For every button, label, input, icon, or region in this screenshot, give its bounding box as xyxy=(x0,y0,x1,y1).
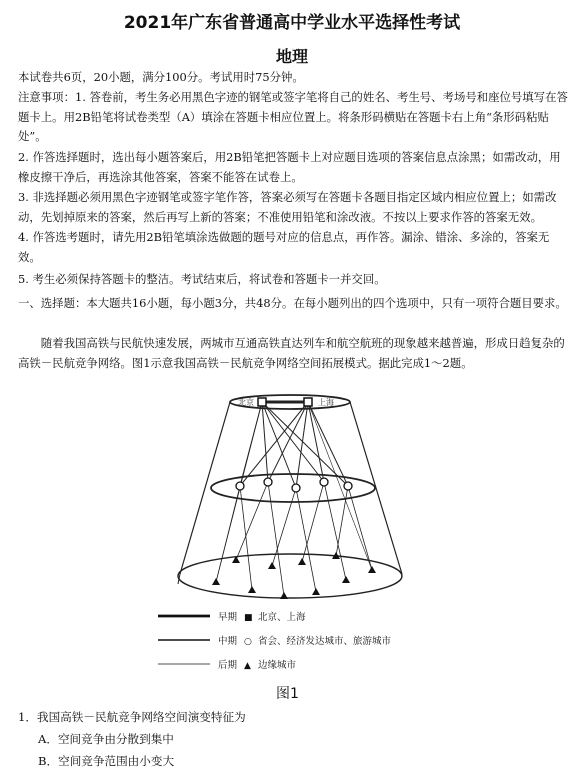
legend-early-desc: 北京、上海 xyxy=(258,612,306,623)
label-shanghai: 上海 xyxy=(318,398,334,407)
node-shanghai xyxy=(304,398,312,406)
legend-late-desc: 边缘城市 xyxy=(258,660,297,671)
node-edge xyxy=(298,558,306,565)
legend-early-symbol: ■ xyxy=(244,613,253,623)
note-4: 4. 作答选考题时，请先用2B铅笔填涂选做题的题号对应的信息点，再作答。漏涂、错涂、多涂的，答案无效。 xyxy=(18,230,550,264)
note-5: 5. 考生必须保持答题卡的整洁。考试结束后，将试卷和答题卡一并交回。 xyxy=(18,272,386,286)
node-beijing xyxy=(258,398,266,406)
question-1-stem: 1．我国高铁－民航竞争网络空间演变特征为 xyxy=(18,710,246,724)
node-edge xyxy=(248,586,256,593)
legend-late-period: 后期 xyxy=(218,660,238,671)
subject-title: 地理 xyxy=(275,47,308,66)
legend xyxy=(158,611,392,671)
legend-mid-desc: 省会、经济发达城市、旅游城市 xyxy=(258,636,392,647)
node-edge xyxy=(368,566,376,573)
note-3: 3. 非选择题必须用黑色字迹钢笔或签字笔作答，答案必须写在答题卡各题目指定区域内相应位置上；如需改动，先划掉原来的答案，然后再写上新的答案；不准使用铅笔和涂改液。不按以上要求作答的答案无效。 xyxy=(18,190,557,224)
passage: 随着我国高铁与民航快速发展，两城市互通高铁直达列车和航空航班的现象越来越普遍，形成日趋复杂的高铁－民航竞争网络。图1示意我国高铁－民航竞争网络空间拓展模式。据此完成1～2题。 xyxy=(18,336,565,370)
node-mid xyxy=(292,484,300,492)
figure-network-diagram xyxy=(140,384,440,706)
node-edge xyxy=(212,578,220,585)
figure-caption: 图1 xyxy=(276,686,299,702)
label-beijing: 北京 xyxy=(238,398,254,407)
exam-title: 2021年广东省普通高中学业水平选择性考试 xyxy=(123,13,461,33)
question-1-option-a: A．空间竞争由分散到集中 xyxy=(38,732,174,746)
node-mid xyxy=(264,478,272,486)
legend-early-period: 早期 xyxy=(218,612,238,623)
legend-mid-symbol: ○ xyxy=(244,637,252,647)
intro-line: 本试卷共6页，20小题，满分100分。考试用时75分钟。 xyxy=(18,70,304,84)
node-mid xyxy=(320,478,328,486)
section-heading: 一、选择题：本大题共16小题，每小题3分，共48分。在每小题列出的四个选项中，只有一项符合题目要求。 xyxy=(18,296,567,310)
node-edge xyxy=(342,576,350,583)
question-1-option-b: B．空间竞争范围由小变大 xyxy=(38,754,175,768)
node-edge xyxy=(268,562,276,569)
node-edge xyxy=(312,588,320,595)
legend-late-symbol: ▲ xyxy=(244,661,251,671)
legend-mid-period: 中期 xyxy=(218,636,238,647)
note-2: 2. 作答选择题时，选出每小题答案后，用2B铅笔把答题卡上对应题目选项的答案信息点涂黑；如需改动，用橡皮擦干净后，再选涂其他答案，答案不能答在试卷上。 xyxy=(18,150,561,184)
node-mid xyxy=(236,482,244,490)
note-1: 注意事项：1. 答卷前，考生务必用黑色字迹的钢笔或签字笔将自己的姓名、考生号、考场号和座位号填写在答题卡上。用2B铅笔将试卷类型（A）填涂在答题卡相应位置上。将条形码横贴在答题卡右上角“条形码粘贴处”。 xyxy=(18,90,568,144)
node-mid xyxy=(344,482,352,490)
node-edge xyxy=(280,592,288,599)
